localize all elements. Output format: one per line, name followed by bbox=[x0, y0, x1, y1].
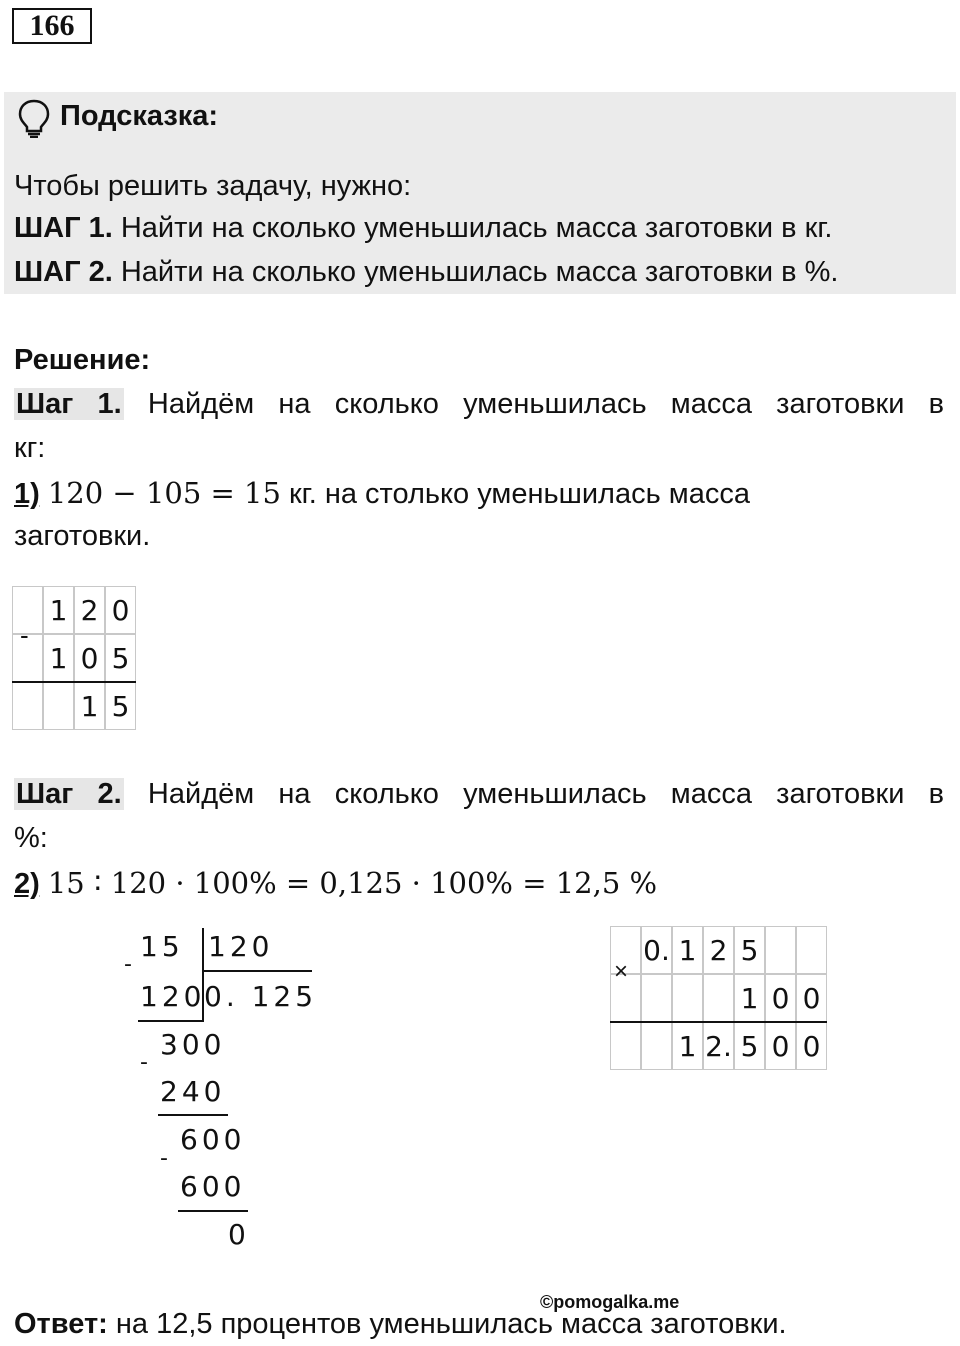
multiplication-rule bbox=[610, 1021, 827, 1023]
answer-text: на 12,5 процентов уменьшилась масса заготовки. bbox=[107, 1308, 787, 1340]
multiplication-cell: 2 bbox=[703, 926, 734, 974]
solution-step2 bbox=[14, 778, 944, 811]
division-quotient: 0. 125 bbox=[204, 980, 318, 1013]
multiplication-cell: 2. bbox=[703, 1022, 734, 1070]
division-rule-2 bbox=[158, 1114, 228, 1116]
hint-step1-text: Найти на сколько уменьшилась масса заготовки в кг. bbox=[112, 212, 833, 244]
multiplication-cell bbox=[672, 974, 703, 1022]
multiplication-cell bbox=[610, 1022, 641, 1070]
subtraction-cell: 0 bbox=[74, 634, 105, 682]
task-number: 166 bbox=[12, 8, 92, 44]
action2 bbox=[14, 866, 657, 901]
hint-step2 bbox=[14, 256, 838, 289]
division-divisor: 120 bbox=[208, 930, 274, 963]
multiplication-cell: 0 bbox=[765, 974, 796, 1022]
division-line-3: 240 bbox=[160, 1075, 226, 1108]
subtraction-cell: 5 bbox=[105, 682, 136, 730]
solution-step2-cont: %: bbox=[14, 822, 48, 854]
hint-intro: Чтобы решить задачу, нужно: bbox=[14, 170, 412, 202]
division-divisor-rule bbox=[202, 970, 312, 972]
division-dividend: 15 bbox=[140, 930, 184, 963]
division-minus-1: - bbox=[124, 952, 136, 977]
division-minus-3: - bbox=[160, 1146, 172, 1171]
answer bbox=[14, 1308, 787, 1341]
multiplication-cell: 5 bbox=[734, 1022, 765, 1070]
solution-step1-cont: кг: bbox=[14, 432, 46, 464]
division-line-2: 300 bbox=[160, 1028, 226, 1061]
action2-math: 15 ∶ 120 · 100% = 0,125 · 100% = 12,5 % bbox=[47, 866, 658, 900]
subtraction-cell: 1 bbox=[43, 634, 74, 682]
minus-sign: - bbox=[20, 620, 29, 650]
division-line-1: 120 bbox=[140, 980, 206, 1013]
multiplication-cell: 0 bbox=[765, 1022, 796, 1070]
hint-step1 bbox=[14, 212, 832, 245]
action1-cont: заготовки. bbox=[14, 520, 151, 552]
division-minus-2: - bbox=[140, 1050, 152, 1075]
multiplication-cell: 0. bbox=[641, 926, 672, 974]
multiplication-cell bbox=[796, 926, 827, 974]
division-line-5: 600 bbox=[180, 1170, 246, 1203]
hint-step2-text: Найти на сколько уменьшилась масса заготовки в %. bbox=[112, 256, 839, 288]
solution-title: Решение: bbox=[14, 344, 151, 376]
answer-label: Ответ: bbox=[14, 1308, 108, 1340]
hint-step1-label: ШАГ 1. bbox=[14, 212, 113, 244]
subtraction-cell: 0 bbox=[105, 586, 136, 634]
multiplication-cell: 1 bbox=[734, 974, 765, 1022]
division-line-4: 600 bbox=[180, 1123, 246, 1156]
action1-math: 120 − 105 = 15 bbox=[47, 476, 281, 510]
subtraction-cell: 1 bbox=[74, 682, 105, 730]
action1-text: кг. на столько уменьшилась масса bbox=[280, 478, 750, 510]
hint-step2-label: ШАГ 2. bbox=[14, 256, 113, 288]
action2-label: 2) bbox=[14, 868, 40, 900]
subtraction-cell: 5 bbox=[105, 634, 136, 682]
multiplication-cell: 1 bbox=[672, 926, 703, 974]
subtraction-cell bbox=[43, 682, 74, 730]
multiplication-cell bbox=[765, 926, 796, 974]
subtraction-cell: 1 bbox=[43, 586, 74, 634]
action1 bbox=[14, 476, 750, 511]
action1-label: 1) bbox=[14, 478, 40, 510]
multiplication-cell bbox=[641, 974, 672, 1022]
solution-step2-label: Шаг 2. bbox=[16, 778, 122, 810]
lightbulb-icon bbox=[16, 98, 52, 138]
division-line-6: 0 bbox=[228, 1218, 250, 1251]
multiplication-cell: 0 bbox=[796, 1022, 827, 1070]
subtraction-cell: 2 bbox=[74, 586, 105, 634]
solution-step2-text: Найдём на сколько уменьшилась масса заготовки в bbox=[123, 778, 944, 810]
multiplication-cell bbox=[641, 1022, 672, 1070]
division-rule-1 bbox=[138, 1020, 204, 1022]
solution-step1-text: Найдём на сколько уменьшилась масса заготовки в bbox=[123, 388, 944, 420]
subtraction-rule bbox=[12, 681, 136, 683]
multiplication-cell bbox=[703, 974, 734, 1022]
watermark: ©pomogalka.me bbox=[540, 1292, 680, 1312]
hint-title: Подсказка: bbox=[60, 100, 219, 132]
solution-step1 bbox=[14, 388, 944, 421]
multiplication-cell: 1 bbox=[672, 1022, 703, 1070]
division-rule-3 bbox=[178, 1210, 248, 1212]
subtraction-cell bbox=[12, 682, 43, 730]
multiply-sign: × bbox=[614, 958, 629, 985]
solution-step1-label: Шаг 1. bbox=[16, 388, 122, 420]
multiplication-cell: 5 bbox=[734, 926, 765, 974]
multiplication-cell: 0 bbox=[796, 974, 827, 1022]
